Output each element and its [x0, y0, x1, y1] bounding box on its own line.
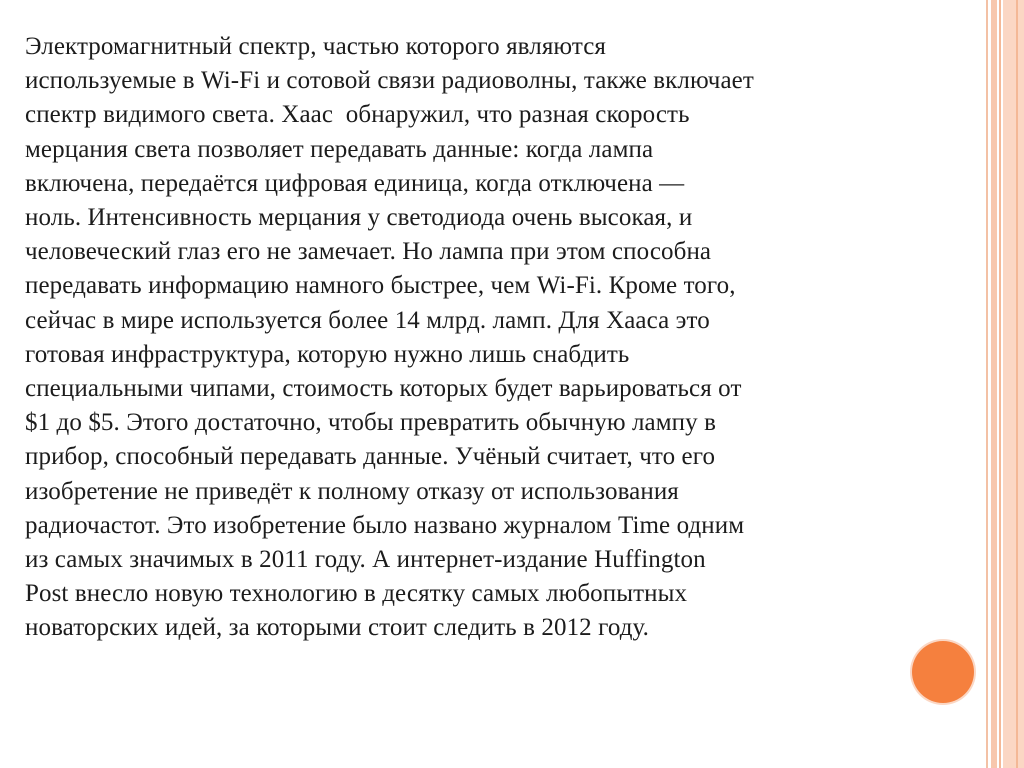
decorative-stripe [991, 0, 997, 768]
slide-body-text [25, 30, 973, 646]
text-line: спектр видимого света. Хаас обнаружил, что разная скорость [25, 101, 690, 129]
decorative-stripe [986, 0, 988, 768]
decorative-stripe [999, 0, 1001, 768]
text-line: мерцания света позволяет передавать данные: когда лампа [25, 135, 654, 163]
text-line: сейчас в мире используется более 14 млрд. ламп. Для Хааса это [25, 306, 710, 334]
text-line: ноль. Интенсивность мерцания у светодиода очень высокая, и [25, 204, 693, 232]
decorative-stripe [1016, 0, 1018, 768]
text-line: новаторских идей, за которыми стоит следить в 2012 году. [25, 614, 649, 642]
text-line: Электромагнитный спектр, частью которого являются [25, 33, 606, 60]
text-line: $1 до $5. Этого достаточно, чтобы превратить обычную лампу в [25, 409, 716, 437]
text-line: передавать информацию намного быстрее, чем Wi-Fi. Кроме того, [25, 272, 736, 300]
text-line: прибор, способный передавать данные. Учёный считает, что его [25, 443, 716, 471]
text-line: изобретение не приведёт к полному отказу от использования [25, 477, 679, 505]
text-line: включена, передаётся цифровая единица, когда отключена — [25, 169, 685, 197]
text-line: Post внесло новую технологию в десятку самых любопытных [25, 580, 688, 608]
decorative-stripe [1003, 0, 1024, 768]
text-line: человеческий глаз его не замечает. Но лампа при этом способна [25, 238, 712, 266]
text-line: радиочастот. Это изобретение было названо журналом Time одним [25, 511, 745, 539]
orange-circle-decoration [912, 641, 974, 703]
text-line: из самых значимых в 2011 году. А интернет-издание Huffington [25, 546, 706, 574]
text-line: специальными чипами, стоимость которых будет варьироваться от [25, 375, 742, 403]
text-line: используемые в Wi-Fi и сотовой связи радиоволны, также включает [25, 67, 754, 95]
text-line: готовая инфраструктура, которую нужно лишь снабдить [25, 340, 630, 368]
